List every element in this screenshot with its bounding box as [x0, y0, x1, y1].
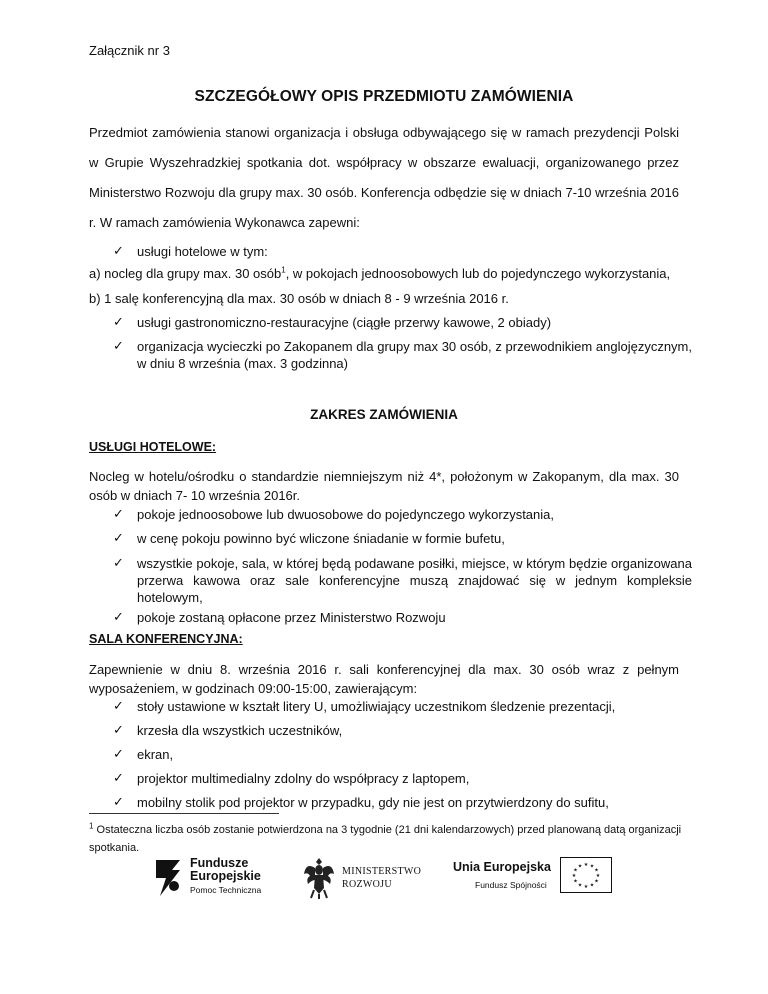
conference-heading: SALA KONFERENCYJNA: [89, 632, 243, 646]
conference-paragraph: Zapewnienie w dniu 8. września 2016 r. sali konferencyjnej dla max. 30 osób wraz z pełnym wyposażeniem, w godzinach 09:00-15:00, zawierającym: [89, 662, 679, 696]
check-icon: ✓ [113, 530, 124, 545]
footnote [89, 821, 689, 857]
unia-europejska-text-logo: Unia Europejska Fundusz Spójności [453, 860, 551, 890]
footnote-rule [89, 813, 279, 814]
section-title: ZAKRES ZAMÓWIENIA [310, 407, 458, 422]
svg-text:★: ★ [589, 863, 595, 870]
check-icon: ✓ [113, 698, 124, 713]
fe-star-icon [152, 858, 184, 898]
list-item: a) nocleg dla grupy max. 30 osób$^1$, w pokojach jednoosobowych lub do pojedynczego wykorzystania, [89, 265, 671, 281]
svg-text:★: ★ [589, 882, 595, 889]
document-page: Załącznik nr 3 SZCZEGÓŁOWY OPIS PRZEDMIOTU ZAMÓWIENIA Przedmiot zamówienia stanowi organizacja i obsługa odbywającego się w ramach prezydencji Polski w Grupie Wyszehradzkiej spotkania dot. współpracy w obszarze ewaluacji, organizowanego przez Ministerstwo Rozwoju dla grupy max. 30 osób. Konferencja odbędzie się w dniach 7-10 września 2016 r. W ramach zamówienia Wykonawca zapewni: ✓ usługi hotelowe w tym: a) nocleg dla grupy max. 30 osób$^1$, w pokojach jednoosobowych lub do pojedynczego wykorzystania, b) 1 salę konferencyjną dla max. 30 osób w dniach 8 - 9 września 2016 r. ✓ usługi gastronomiczno-restauracyjne (ciągłe przerwy kawowe, 2 obiady) ✓ organizacja wycieczki po Zakopanem dla grupy max 30 osób, z przewodnikiem anglojęzycznym, w dniu 8 września (max. 3 godzinna) ZAKRES ZAMÓWIENIA USŁUGI HOTELOWE: Nocleg w hotelu/ośrodku o standardzie niemniejszym niż 4*, położonym w Zakopanym, dla max. 30 osób w dniach 7- 10 września 2016r. ✓ pokoje jednoosobowe lub dwuosobowe do pojedynczego wykorzystania, ✓ w cenę pokoju powinno być wliczone śniadanie w formie bufetu, ✓ wszystkie pokoje, sala, w której będą podawane posiłki, miejsce, w którym będzie organizowana przerwa kawowa oraz sale konferencyjne muszą znajdować się w jednym kompleksie hotelowym, ✓ pokoje zostaną opłacone przez Ministerstwo Rozwoju SALA KONFERENCYJNA: Zapewnienie w dniu 8. września 2016 r. sali konferencyjnej dla max. 30 osób wraz z pełnym wyposażeniem, w godzinach 09:00-15:00, zawierającym: ✓ stoły ustawione w kształt litery U, umożliwiający uczestnikom śledzenie prezentacji, ✓ krzesła dla wszystkich uczestników, ✓ ekran, ✓ projektor multimedialny zdolny do współpracy z laptopem, ✓ mobilny stolik pod projektor w przypadku, gdy nie jest on przytwierdzony do sufitu, $^1$ Ostateczna liczba osób zostanie potwierdzona na 3 tygodnie (21 dni kalendarzowych) przed planowaną datą organizacji spotkania. Fundusze Europejskie Pomoc Techniczna MINISTERSTWO ROZWOJU Unia Europejska Fundusz Spójności ★ ★ ★ ★ ★ ★ ★ ★ ★ ★ ★ ★ [0, 0, 768, 994]
intro-paragraph: Przedmiot zamówienia stanowi organizacja i obsługa odbywającego się w ramach prezydencji Polski w Grupie Wyszehradzkiej spotkania dot. współpracy w obszarze ewaluacji, organizowanego przez Ministerstwo Rozwoju dla grupy max. 30 osób. Konferencja odbędzie się w dniach 7-10 września 2016 r. W ramach zamówienia Wykonawca zapewni: [89, 125, 679, 230]
svg-text:★: ★ [583, 862, 589, 868]
check-icon: ✓ [113, 794, 124, 809]
annex-label: Załącznik nr 3 [89, 43, 170, 58]
svg-text:★: ★ [573, 867, 578, 874]
hotel-heading: USŁUGI HOTELOWE: [89, 440, 217, 454]
svg-text:★: ★ [583, 884, 589, 890]
svg-text:★: ★ [594, 878, 599, 885]
check-icon: ✓ [113, 746, 124, 761]
eu-stars-icon [561, 858, 611, 892]
svg-text:★: ★ [571, 873, 577, 879]
check-icon: ✓ [113, 770, 124, 785]
check-icon: ✓ [113, 338, 124, 353]
check-icon: ✓ [113, 609, 124, 624]
fundusze-europejskie-logo: Fundusze Europejskie Pomoc Techniczna [152, 858, 282, 898]
page-title: SZCZEGÓŁOWY OPIS PRZEDMIOTU ZAMÓWIENIA [194, 88, 574, 105]
footnote-text: Ostateczna liczba osób zostanie potwierdzona na 3 tygodnie (21 dni kalendarzowych) przed planowaną datą organizacji spotkania. [89, 824, 682, 854]
svg-text:★: ★ [594, 867, 599, 874]
svg-text:★: ★ [577, 882, 583, 889]
hotel-paragraph: Nocleg w hotelu/ośrodku o standardzie niemniejszym niż 4*, położonym w Zakopanym, dla max. 30 osób w dniach 7- 10 września 2016r. [89, 469, 679, 503]
list-item: b) 1 salę konferencyjną dla max. 30 osób w dniach 8 - 9 września 2016 r. [89, 291, 509, 306]
check-icon: ✓ [113, 243, 124, 258]
svg-text:★: ★ [577, 863, 583, 870]
eagle-emblem-icon [302, 856, 336, 900]
check-icon: ✓ [113, 506, 124, 521]
check-icon: ✓ [113, 722, 124, 737]
footnote-mark: 1 [89, 821, 94, 831]
check-icon: ✓ [113, 314, 124, 329]
svg-text:★: ★ [573, 878, 578, 885]
check-icon: ✓ [113, 555, 124, 570]
eu-flag-icon [560, 857, 612, 893]
ministerstwo-rozwoju-logo: MINISTERSTWO ROZWOJU [302, 856, 432, 900]
footnote-ref: 1 [281, 265, 286, 275]
svg-text:★: ★ [595, 873, 601, 879]
